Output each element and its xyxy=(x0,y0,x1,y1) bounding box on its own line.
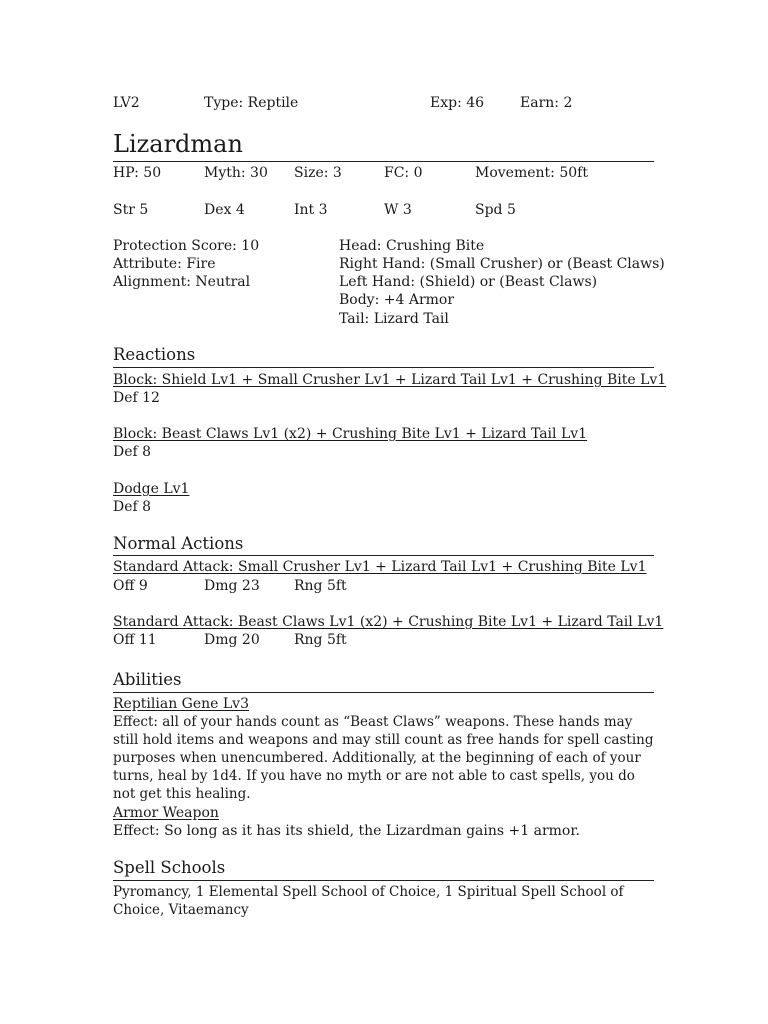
movement-stat: Movement: 50ft xyxy=(475,165,588,181)
attribute: Attribute: Fire xyxy=(113,256,216,272)
type-label: Type: Reptile xyxy=(204,95,299,111)
normal-actions-divider xyxy=(113,555,654,556)
abilities-heading: Abilities xyxy=(113,670,182,689)
reaction-name: Dodge Lv1 xyxy=(113,481,190,497)
equip-tail: Tail: Lizard Tail xyxy=(339,311,449,327)
action-rng: Rng 5ft xyxy=(294,632,347,648)
ability-effect: Effect: all of your hands count as “Beast Claws” weapons. These hands may still hold items and weapons and may still count as free hands for spell casting purposes when unencumbered. Additionally, at the beginning of each of your turns, heal by 1d4. If you have no myth or are not able to cast spells, you do not get this healing. xyxy=(113,714,654,802)
fc-stat: FC: 0 xyxy=(384,165,423,181)
spd-stat: Spd 5 xyxy=(475,202,516,218)
size-stat: Size: 3 xyxy=(294,165,342,181)
reaction-def: Def 12 xyxy=(113,390,160,406)
level-label: LV2 xyxy=(113,95,140,111)
title-divider xyxy=(113,161,654,162)
spell-schools-text: Pyromancy, 1 Elemental Spell School of Choice, 1 Spiritual Spell School of Choice, Vitaemancy xyxy=(113,884,624,918)
equip-left-hand: Left Hand: (Shield) or (Beast Claws) xyxy=(339,274,598,290)
page-title: Lizardman xyxy=(113,130,243,158)
int-stat: Int 3 xyxy=(294,202,328,218)
reactions-divider xyxy=(113,367,654,368)
reaction-def: Def 8 xyxy=(113,444,152,460)
ability-name: Reptilian Gene Lv3 xyxy=(113,696,249,712)
spell-schools-divider xyxy=(113,880,654,881)
abilities-divider xyxy=(113,692,654,693)
reactions-heading: Reactions xyxy=(113,345,196,364)
alignment: Alignment: Neutral xyxy=(113,274,251,290)
action-rng: Rng 5ft xyxy=(294,578,347,594)
equip-head: Head: Crushing Bite xyxy=(339,238,485,254)
reaction-name: Block: Shield Lv1 + Small Crusher Lv1 + Lizard Tail Lv1 + Crushing Bite Lv1 xyxy=(113,372,667,388)
reaction-def: Def 8 xyxy=(113,499,152,515)
earn-label: Earn: 2 xyxy=(520,95,573,111)
w-stat: W 3 xyxy=(384,202,412,218)
ability-name: Armor Weapon xyxy=(113,805,219,821)
equip-body: Body: +4 Armor xyxy=(339,292,455,308)
action-name: Standard Attack: Beast Claws Lv1 (x2) + Crushing Bite Lv1 + Lizard Tail Lv1 xyxy=(113,614,664,630)
dex-stat: Dex 4 xyxy=(204,202,245,218)
action-dmg: Dmg 20 xyxy=(204,632,260,648)
action-off: Off 11 xyxy=(113,632,157,648)
normal-actions-heading: Normal Actions xyxy=(113,534,244,553)
spell-schools-heading: Spell Schools xyxy=(113,858,226,877)
str-stat: Str 5 xyxy=(113,202,149,218)
protection-score: Protection Score: 10 xyxy=(113,238,260,254)
equip-right-hand: Right Hand: (Small Crusher) or (Beast Claws) xyxy=(339,256,665,272)
action-name: Standard Attack: Small Crusher Lv1 + Lizard Tail Lv1 + Crushing Bite Lv1 xyxy=(113,559,647,575)
ability-effect: Effect: So long as it has its shield, the Lizardman gains +1 armor. xyxy=(113,823,580,839)
reaction-name: Block: Beast Claws Lv1 (x2) + Crushing Bite Lv1 + Lizard Tail Lv1 xyxy=(113,426,588,442)
action-dmg: Dmg 23 xyxy=(204,578,260,594)
myth-stat: Myth: 30 xyxy=(204,165,268,181)
exp-label: Exp: 46 xyxy=(430,95,485,111)
hp-stat: HP: 50 xyxy=(113,165,162,181)
action-off: Off 9 xyxy=(113,578,148,594)
